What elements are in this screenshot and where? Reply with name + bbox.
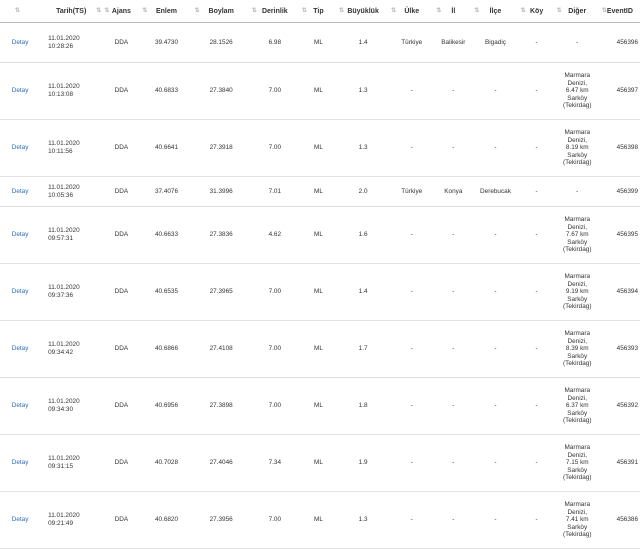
table-row [0, 264, 640, 321]
other-cell [555, 378, 600, 435]
depth-cell: 7.00 [250, 63, 300, 120]
column-header-village[interactable] [519, 0, 555, 23]
table-row [0, 321, 640, 378]
event-id-cell: 456397 [600, 63, 640, 120]
other-cell [555, 321, 600, 378]
type-cell: ML [300, 264, 337, 321]
magnitude-cell: 1.4 [337, 23, 389, 63]
other-line: Sarköy [567, 94, 588, 102]
time-value: 10:28:26 [48, 42, 74, 50]
province-cell: - [434, 207, 472, 264]
village-cell: - [519, 264, 555, 321]
time-value: 09:31:15 [48, 463, 74, 470]
detail-link[interactable]: Detay [0, 321, 40, 378]
date-value: 11.01.2020 [48, 140, 80, 148]
country-cell: - [389, 264, 434, 321]
detail-link[interactable]: Detay [0, 207, 40, 264]
time-value: 09:57:31 [48, 235, 74, 242]
other-line: 8.19 km [565, 144, 589, 152]
sort-icon[interactable]: ⇅ [251, 8, 256, 14]
country-cell: - [389, 120, 434, 177]
other-line: 7.41 km [565, 516, 589, 524]
event-id-cell: 456399 [600, 177, 640, 207]
country-cell: Türkiye [389, 23, 434, 63]
date-cell [40, 63, 102, 120]
date-cell [40, 378, 102, 435]
time-value: 10:11:56 [48, 148, 73, 155]
village-cell: - [519, 321, 555, 378]
date-cell [40, 435, 102, 492]
event-id-cell: 456392 [600, 378, 640, 435]
column-header-lat[interactable] [140, 0, 192, 23]
village-cell: - [519, 120, 555, 177]
other-line: Denizi, [567, 280, 588, 288]
sort-icon[interactable]: ⇅ [104, 8, 109, 14]
village-cell: - [519, 492, 555, 549]
latitude-cell: 40.6535 [140, 264, 192, 321]
other-line: (Tekirdag) [563, 246, 592, 254]
agency-cell: DDA [102, 378, 140, 435]
agency-cell: DDA [102, 492, 140, 549]
detail-link[interactable]: Detay [0, 120, 40, 177]
date-cell [40, 207, 102, 264]
other-line: (Tekirdag) [563, 417, 592, 425]
other-line: 7.15 km [565, 459, 589, 467]
other-line: Sarköy [567, 523, 588, 531]
type-cell: ML [300, 120, 337, 177]
sort-icon[interactable]: ⇅ [194, 8, 199, 14]
date-cell [40, 177, 102, 207]
other-cell [555, 63, 600, 120]
country-cell: - [389, 378, 434, 435]
column-header-label: Tip [313, 7, 324, 15]
column-header-country[interactable] [389, 0, 434, 23]
time-value: 10:13:08 [48, 91, 74, 98]
other-line: - [576, 187, 579, 195]
other-line: Marmara [564, 387, 591, 395]
longitude-cell: 27.3956 [193, 492, 250, 549]
longitude-cell: 27.4108 [193, 321, 250, 378]
time-value: 10:05:36 [48, 191, 74, 199]
province-cell: - [434, 492, 472, 549]
district-cell: - [472, 435, 518, 492]
type-cell: ML [300, 207, 337, 264]
longitude-cell: 27.3965 [193, 264, 250, 321]
magnitude-cell: 1.8 [337, 378, 389, 435]
magnitude-cell: 1.9 [337, 435, 389, 492]
other-line: 6.47 km [565, 87, 589, 95]
latitude-cell: 40.6833 [140, 63, 192, 120]
column-header-label: Ajans [111, 7, 131, 15]
event-id-cell: 456396 [600, 23, 640, 63]
province-cell: - [434, 63, 472, 120]
column-header-agency[interactable] [102, 0, 140, 23]
latitude-cell: 40.6956 [140, 378, 192, 435]
type-cell: ML [300, 63, 337, 120]
province-cell: - [434, 435, 472, 492]
column-header-district[interactable] [472, 0, 518, 23]
longitude-cell: 27.4046 [193, 435, 250, 492]
district-cell: - [472, 492, 518, 549]
other-line: Sarköy [567, 151, 588, 159]
sort-icon[interactable]: ⇅ [556, 8, 561, 14]
other-line: Marmara [564, 444, 591, 452]
column-header-label: EventID [606, 7, 633, 15]
latitude-cell: 40.6820 [140, 492, 192, 549]
other-cell [555, 264, 600, 321]
detail-link[interactable]: Detay [0, 435, 40, 492]
date-value: 11.01.2020 [48, 83, 80, 91]
village-cell: - [519, 63, 555, 120]
country-cell: - [389, 63, 434, 120]
detail-link[interactable]: Detay [0, 492, 40, 549]
event-id-cell: 456398 [600, 120, 640, 177]
longitude-cell: 27.3918 [193, 120, 250, 177]
type-cell: ML [300, 321, 337, 378]
column-header-eventid[interactable] [600, 0, 640, 23]
agency-cell: DDA [102, 177, 140, 207]
other-line: (Tekirdag) [563, 474, 592, 482]
date-value: 11.01.2020 [48, 227, 80, 235]
table-row [0, 492, 640, 549]
type-cell: ML [300, 23, 337, 63]
sort-icon[interactable]: ⇅ [436, 8, 441, 14]
other-line: 6.37 km [565, 402, 589, 410]
depth-cell: 7.01 [250, 177, 300, 207]
time-value: 09:34:30 [48, 406, 74, 413]
column-header-label: Büyüklük [347, 7, 379, 15]
other-line: Sarköy [567, 352, 588, 360]
district-cell: - [472, 120, 518, 177]
column-header-mag[interactable] [337, 0, 389, 23]
table-row [0, 435, 640, 492]
country-cell: Türkiye [389, 177, 434, 207]
date-cell [40, 321, 102, 378]
column-header-other[interactable] [555, 0, 600, 23]
latitude-cell: 40.6641 [140, 120, 192, 177]
detail-link[interactable]: Detay [0, 378, 40, 435]
column-header-lon[interactable] [193, 0, 250, 23]
sort-icon[interactable]: ⇅ [520, 8, 525, 14]
district-cell: - [472, 63, 518, 120]
sort-icon[interactable]: ⇅ [601, 8, 606, 14]
event-id-cell: 456391 [600, 435, 640, 492]
time-value: 09:21:49 [48, 520, 74, 527]
date-value: 11.01.2020 [48, 284, 80, 292]
other-line: (Tekirdag) [563, 102, 592, 110]
other-line: (Tekirdag) [563, 159, 592, 167]
depth-cell: 7.00 [250, 492, 300, 549]
agency-cell: DDA [102, 264, 140, 321]
detail-link[interactable]: Detay [0, 23, 40, 63]
other-line: Marmara [564, 330, 591, 338]
agency-cell: DDA [102, 120, 140, 177]
other-line: Denizi, [567, 223, 588, 231]
district-cell: Derebucak [472, 177, 518, 207]
village-cell: - [519, 23, 555, 63]
date-cell [40, 492, 102, 549]
country-cell: - [389, 492, 434, 549]
agency-cell: DDA [102, 321, 140, 378]
event-id-cell: 456386 [600, 492, 640, 549]
longitude-cell: 27.3836 [193, 207, 250, 264]
other-line: Denizi, [567, 394, 588, 402]
date-value: 11.01.2020 [48, 341, 80, 349]
type-cell: ML [300, 177, 337, 207]
other-cell [555, 120, 600, 177]
district-cell: - [472, 321, 518, 378]
magnitude-cell: 2.0 [337, 177, 389, 207]
table-header [0, 0, 640, 23]
village-cell: - [519, 207, 555, 264]
column-header-type[interactable] [300, 0, 337, 23]
column-header-depth[interactable] [250, 0, 300, 23]
longitude-cell: 27.3898 [193, 378, 250, 435]
district-cell: - [472, 378, 518, 435]
sort-icon[interactable]: ⇅ [301, 8, 306, 14]
date-cell [40, 264, 102, 321]
latitude-cell: 40.6633 [140, 207, 192, 264]
district-cell: Bigadiç [472, 23, 518, 63]
table-row [0, 378, 640, 435]
depth-cell: 7.00 [250, 264, 300, 321]
sort-icon[interactable]: ⇅ [339, 8, 344, 14]
column-header-label: Köy [530, 7, 544, 15]
magnitude-cell: 1.3 [337, 120, 389, 177]
country-cell: - [389, 435, 434, 492]
magnitude-cell: 1.3 [337, 63, 389, 120]
other-line: (Tekirdag) [563, 531, 592, 539]
type-cell: ML [300, 492, 337, 549]
sort-icon[interactable]: ⇅ [391, 8, 396, 14]
event-id-cell: 456393 [600, 321, 640, 378]
sort-icon[interactable]: ⇅ [15, 8, 20, 14]
other-line: (Tekirdag) [563, 360, 592, 368]
other-line: Sarköy [567, 409, 588, 417]
column-header-label: Diğer [568, 7, 587, 15]
header-row [0, 0, 640, 23]
date-cell [40, 120, 102, 177]
detail-link[interactable]: Detay [0, 63, 40, 120]
column-header-province[interactable] [434, 0, 472, 23]
agency-cell: DDA [102, 23, 140, 63]
other-line: Marmara [564, 129, 591, 137]
column-header-label: Boylam [208, 7, 234, 15]
date-value: 11.01.2020 [48, 512, 80, 520]
latitude-cell: 40.7028 [140, 435, 192, 492]
district-cell: - [472, 207, 518, 264]
depth-cell: 7.34 [250, 435, 300, 492]
latitude-cell: 37.4076 [140, 177, 192, 207]
other-line: - [576, 38, 579, 46]
time-value: 09:34:42 [48, 349, 74, 356]
column-header-action[interactable] [0, 0, 40, 23]
column-header-label: Tarih(TS) [56, 7, 87, 15]
column-header-label: İlçe [489, 7, 502, 15]
province-cell: - [434, 378, 472, 435]
village-cell: - [519, 435, 555, 492]
other-line: Denizi, [567, 451, 588, 459]
other-cell [555, 177, 600, 207]
sort-icon[interactable]: ⇅ [474, 8, 479, 14]
country-cell: - [389, 207, 434, 264]
other-line: 7.67 km [565, 231, 589, 239]
other-line: Marmara [564, 501, 591, 509]
province-cell: Balikesir [434, 23, 472, 63]
column-header-date[interactable] [40, 0, 102, 23]
agency-cell: DDA [102, 63, 140, 120]
event-id-cell: 456395 [600, 207, 640, 264]
type-cell: ML [300, 378, 337, 435]
table-row [0, 63, 640, 120]
table-row [0, 207, 640, 264]
time-value: 09:37:36 [48, 292, 74, 299]
other-line: Marmara [564, 72, 591, 80]
other-line: (Tekirdag) [563, 303, 592, 311]
magnitude-cell: 1.6 [337, 207, 389, 264]
agency-cell: DDA [102, 435, 140, 492]
depth-cell: 7.00 [250, 321, 300, 378]
table-row [0, 120, 640, 177]
depth-cell: 7.00 [250, 378, 300, 435]
detail-link[interactable]: Detay [0, 264, 40, 321]
other-cell [555, 435, 600, 492]
latitude-cell: 40.6866 [140, 321, 192, 378]
latitude-cell: 39.4730 [140, 23, 192, 63]
column-header-label: Ülke [404, 7, 420, 15]
table-row [0, 177, 640, 207]
date-cell [40, 23, 102, 63]
other-line: 8.39 km [565, 345, 589, 353]
magnitude-cell: 1.7 [337, 321, 389, 378]
country-cell: - [389, 321, 434, 378]
magnitude-cell: 1.4 [337, 264, 389, 321]
type-cell: ML [300, 435, 337, 492]
other-line: Marmara [564, 216, 591, 224]
other-cell [555, 23, 600, 63]
longitude-cell: 27.3840 [193, 63, 250, 120]
district-cell: - [472, 264, 518, 321]
sort-icon[interactable]: ⇅ [142, 8, 147, 14]
magnitude-cell: 1.3 [337, 492, 389, 549]
date-value: 11.01.2020 [48, 34, 80, 42]
date-value: 11.01.2020 [48, 398, 80, 406]
date-value: 11.01.2020 [48, 455, 80, 463]
village-cell: - [519, 378, 555, 435]
other-line: Marmara [564, 273, 591, 281]
sort-icon[interactable]: ⇅ [96, 8, 101, 14]
detail-link[interactable]: Detay [0, 177, 40, 207]
province-cell: Konya [434, 177, 472, 207]
longitude-cell: 31.3996 [193, 177, 250, 207]
other-line: Denizi, [567, 136, 588, 144]
other-line: 9.19 km [565, 288, 589, 296]
table-body [0, 23, 640, 549]
longitude-cell: 28.1526 [193, 23, 250, 63]
table-row [0, 23, 640, 63]
agency-cell: DDA [102, 207, 140, 264]
other-line: Denizi, [567, 337, 588, 345]
other-line: Denizi, [567, 79, 588, 87]
province-cell: - [434, 321, 472, 378]
other-line: Sarköy [567, 466, 588, 474]
event-id-cell: 456394 [600, 264, 640, 321]
other-line: Denizi, [567, 508, 588, 516]
village-cell: - [519, 177, 555, 207]
depth-cell: 7.00 [250, 120, 300, 177]
other-cell [555, 207, 600, 264]
depth-cell: 6.98 [250, 23, 300, 63]
province-cell: - [434, 120, 472, 177]
column-header-label: Enlem [155, 7, 177, 15]
province-cell: - [434, 264, 472, 321]
other-line: Sarköy [567, 238, 588, 246]
other-line: Sarköy [567, 295, 588, 303]
other-cell [555, 492, 600, 549]
column-header-label: Derinlik [261, 7, 288, 15]
column-header-label: İl [451, 7, 456, 15]
depth-cell: 4.62 [250, 207, 300, 264]
date-value: 11.01.2020 [48, 183, 80, 191]
